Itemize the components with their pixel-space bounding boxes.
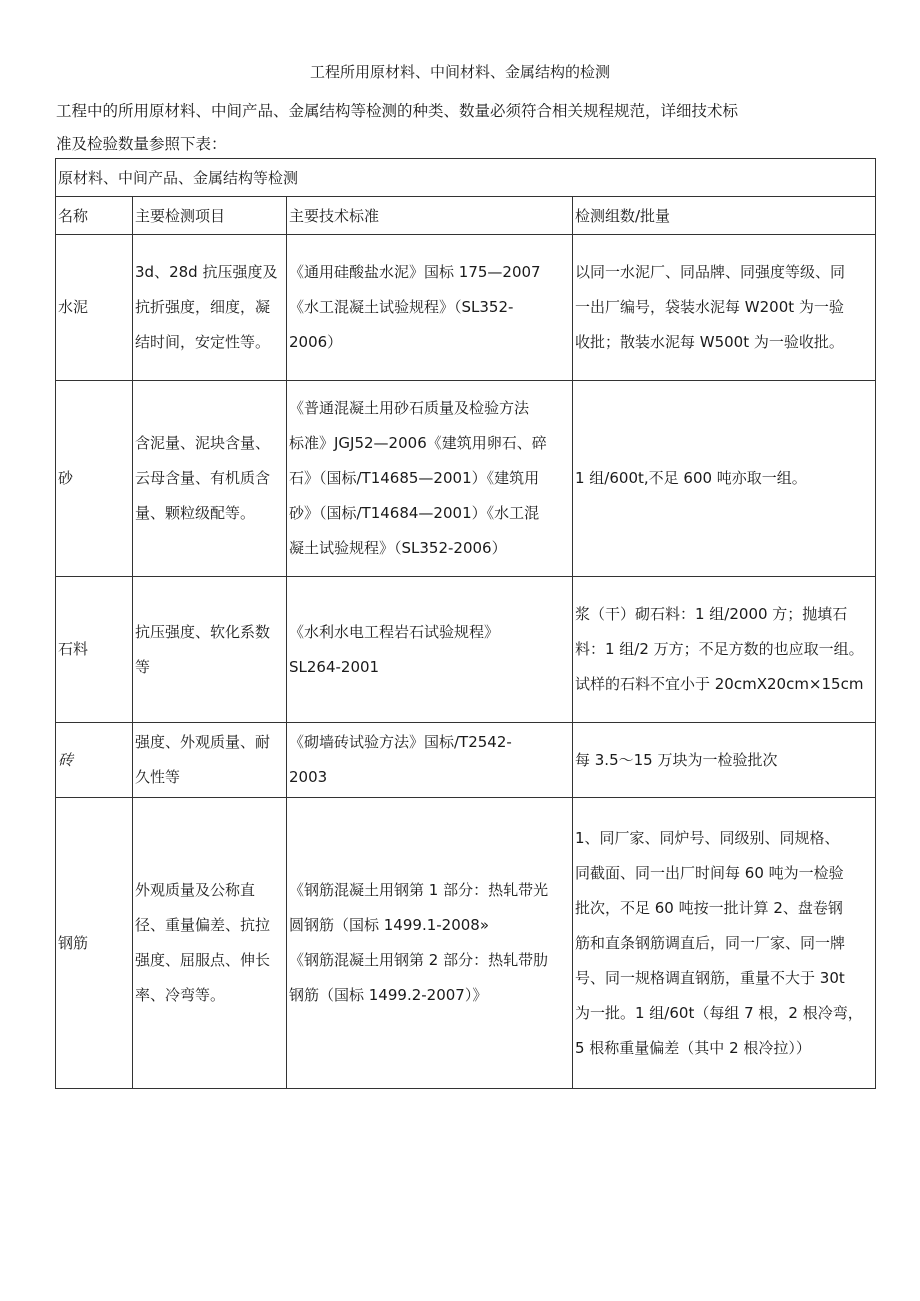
row-name: 石料: [56, 577, 133, 723]
row-standard-line: 《通用硅酸盐水泥》国标 175—2007: [289, 263, 541, 281]
row-quantity-line: 试样的石料不宜小于 20cmX20cm×15cm: [575, 675, 864, 693]
row-items-line: 强度、屈服点、伸长: [135, 951, 271, 969]
row-items-line: 强度、外观质量、耐: [135, 733, 271, 751]
row-standard: [287, 235, 573, 381]
row-standard: [287, 798, 573, 1089]
row-quantity-line: 收批；散装水泥每 W500t 为一验收批。: [575, 333, 844, 351]
row-standard-line: 《砌墙砖试验方法》国标/T2542-: [289, 733, 512, 751]
row-quantity: [573, 577, 876, 723]
row-items-line: 云母含量、有机质含: [135, 469, 271, 487]
row-items-line: 含泥量、泥块含量、: [135, 434, 271, 452]
row-name: 水泥: [56, 235, 133, 381]
intro-line: 工程中的所用原材料、中间产品、金属结构等检测的种类、数量必须符合相关规程规范，详细技术标: [56, 102, 739, 120]
row-name: 砖: [56, 723, 133, 798]
row-items-line: 结时间，安定性等。: [135, 333, 271, 351]
table-caption: 原材料、中间产品、金属结构等检测: [56, 159, 876, 197]
row-standard-line: 《水利水电工程岩石试验规程》: [289, 622, 500, 641]
row-standard-line: 圆钢筋（国标 1499.1-2008»: [289, 916, 490, 934]
intro-paragraph: [56, 95, 836, 161]
row-items-line: 久性等: [135, 768, 181, 786]
row-standard-line: SL264-2001: [289, 657, 380, 676]
row-standard-line: 《普通混凝土用砂石质量及检验方法: [289, 399, 530, 417]
row-items-line: 抗折强度，细度，凝: [135, 298, 271, 316]
row-standard: [287, 577, 573, 723]
row-quantity-line: 一出厂编号，袋装水泥每 W200t 为一验: [575, 298, 844, 316]
table-row: [56, 723, 876, 798]
row-standard-line: 《钢筋混凝土用钢第 1 部分：热轧带光: [289, 881, 549, 899]
row-standard-line: 石》（国标/T14685—2001）《建筑用: [289, 469, 540, 487]
row-name: 钢筋: [56, 798, 133, 1089]
row-items-line: 径、重量偏差、抗拉: [135, 916, 271, 934]
row-quantity: [573, 235, 876, 381]
row-quantity-line: 1、同厂家、同炉号、同级别、同规格、: [575, 828, 840, 847]
header-items: 主要检测项目: [133, 197, 287, 235]
row-standard-line: 《钢筋混凝土用钢第 2 部分：热轧带肋: [289, 951, 549, 969]
row-standard: [287, 381, 573, 577]
row-quantity: [573, 723, 876, 798]
row-standard-line: 钢筋（国标 1499.2-2007）》: [289, 986, 488, 1004]
row-quantity-line: 5 根称重量偏差（其中 2 根冷拉））: [575, 1038, 811, 1057]
row-quantity-line: 以同一水泥厂、同品牌、同强度等级、同: [575, 263, 846, 281]
row-items-line: 外观质量及公称直: [135, 881, 256, 899]
row-items: [133, 235, 287, 381]
row-items-line: 率、冷弯等。: [135, 986, 226, 1004]
row-quantity-line: 号、同一规格调直钢筋，重量不大于 30t: [575, 968, 845, 987]
row-standard-line: 2006）: [289, 333, 343, 351]
row-items-line: 等: [135, 657, 151, 676]
row-standard-line: 凝土试验规程》（SL352-2006）: [289, 539, 507, 557]
header-name: 名称: [56, 197, 133, 235]
row-items: [133, 798, 287, 1089]
row-items-line: 3d、28d 抗压强度及: [135, 263, 278, 281]
table-row: [56, 798, 876, 1089]
row-standard-line: 砂》（国标/T14684—2001）《水工混: [289, 504, 540, 522]
header-standard: 主要技术标准: [287, 197, 573, 235]
row-quantity: [573, 798, 876, 1089]
inspection-table: [55, 158, 876, 1089]
row-quantity-line: 批次，不足 60 吨按一批计算 2、盘卷钢: [575, 898, 843, 917]
row-standard: [287, 723, 573, 798]
row-items: [133, 723, 287, 798]
row-quantity-line: 料：1 组/2 万方；不足方数的也应取一组。: [575, 640, 864, 658]
row-quantity-line: 1 组/600t,不足 600 吨亦取一组。: [575, 469, 807, 487]
header-quantity: 检测组数/批量: [573, 197, 876, 235]
document-title: 工程所用原材料、中间材料、金属结构的检测: [309, 63, 610, 81]
row-items-line: 抗压强度、软化系数: [135, 622, 271, 641]
row-quantity: [573, 381, 876, 577]
row-items: [133, 381, 287, 577]
row-standard-line: 标准》JGJ52—2006《建筑用卵石、碎: [289, 434, 547, 452]
row-quantity-line: 浆（干）砌石料：1 组/2000 方；抛填石: [575, 605, 848, 623]
row-standard-line: 2003: [289, 768, 328, 786]
intro-line: 准及检验数量参照下表：: [56, 135, 227, 153]
table-row: [56, 577, 876, 723]
row-quantity-line: 筋和直条钢筋调直后，同一厂家、同一牌: [575, 933, 846, 952]
row-quantity-line: 同截面、同一出厂时间每 60 吨为一检验: [575, 863, 844, 882]
row-items-line: 量、颗粒级配等。: [135, 504, 256, 522]
row-standard-line: 《水工混凝土试验规程》（SL352-: [289, 298, 514, 316]
table-row: [56, 381, 876, 577]
table-row: [56, 235, 876, 381]
row-items: [133, 577, 287, 723]
row-name: 砂: [56, 381, 133, 577]
row-quantity-line: 每 3.5～15 万块为一检验批次: [575, 750, 778, 769]
row-quantity-line: 为一批。1 组/60t（每组 7 根，2 根冷弯，: [575, 1003, 863, 1022]
